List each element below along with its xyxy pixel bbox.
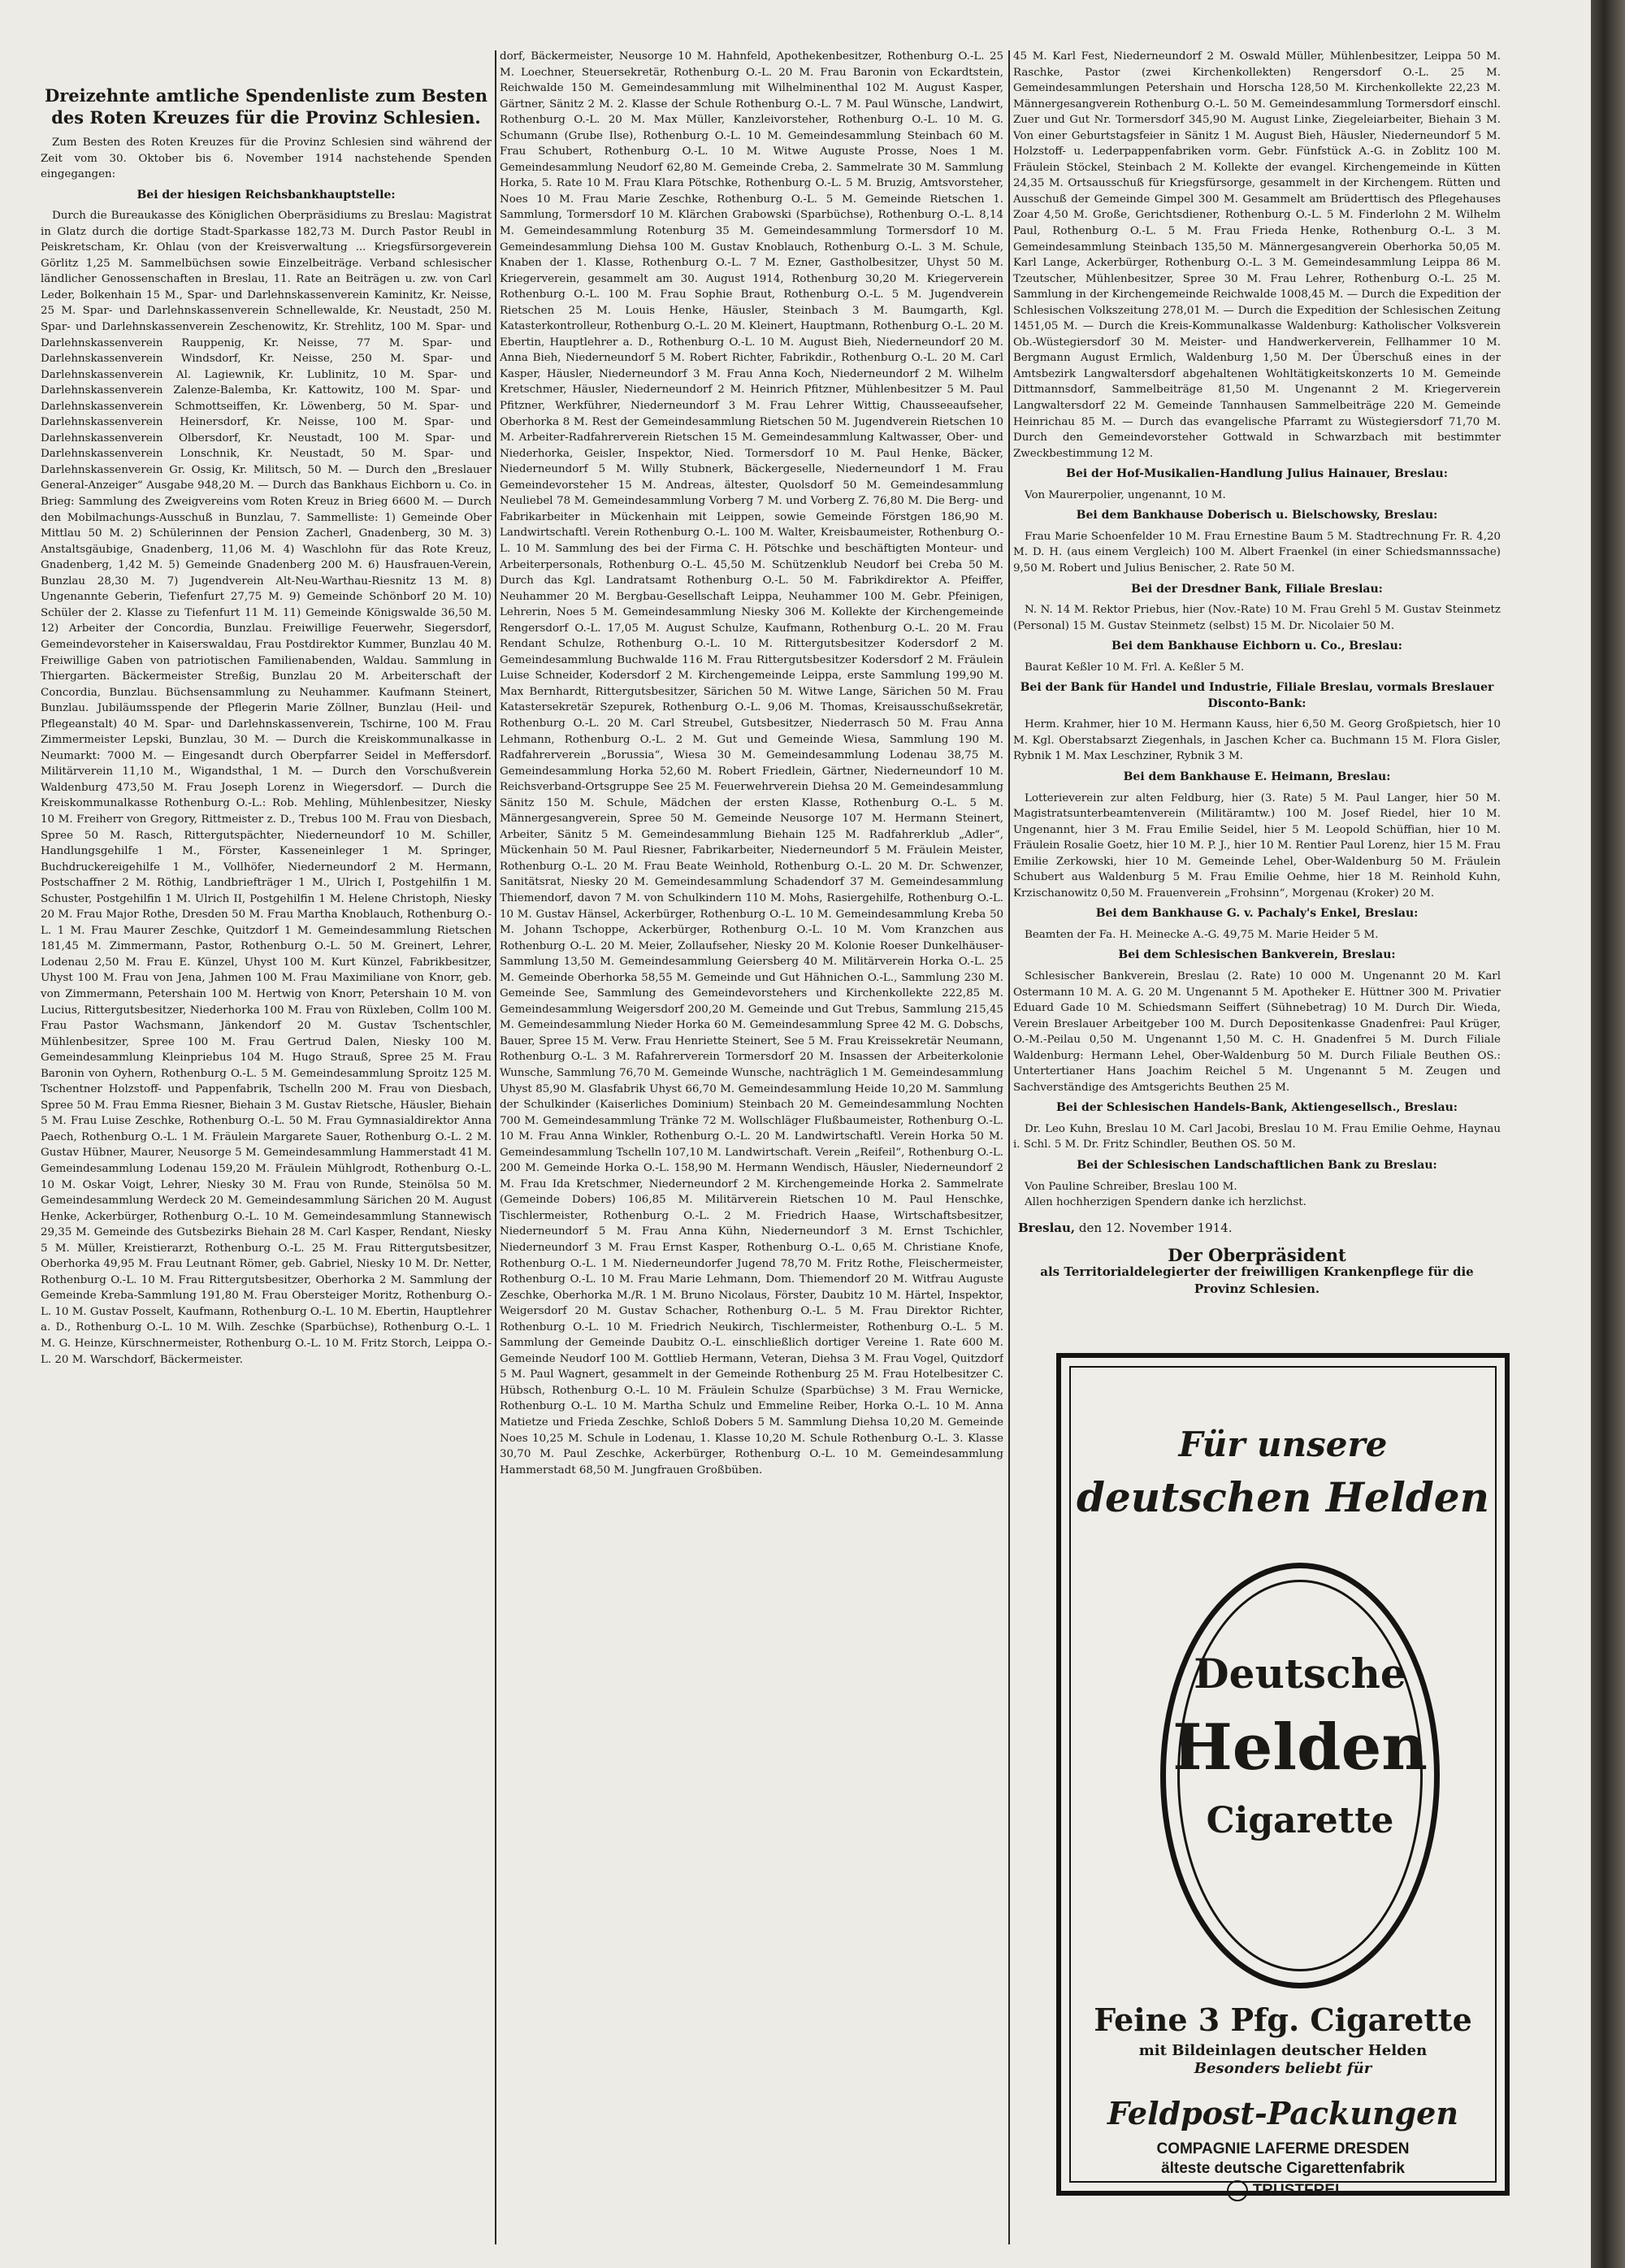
ad-brand-word2: Helden — [1172, 1711, 1428, 1784]
bank-donations: Frau Marie Schoenfelder 10 M. Frau Ernestine Baum 5 M. Stadtrechnung Fr. R. 4,20 M. D. H. (aus einem Vergleich) 100 M. Albert Fraenkel (in einer Schiedsmannssache) 9,50 M. Robert und Julius Benischer, 2. Rate 50 M. — [1013, 530, 1501, 575]
reichsbank-heading: Bei der hiesigen Reichsbankhauptstelle: — [136, 188, 396, 202]
ad-trustfrei — [1071, 2180, 1495, 2201]
official-title: Der Oberpräsident — [1168, 1245, 1346, 1266]
dateline-place: Breslau, — [1018, 1220, 1076, 1235]
bank-donations: Beamten der Fa. H. Meinecke A.-G. 49,75 M. Marie Heider 5 M. — [1025, 928, 1379, 941]
ad-small-line2: Besonders beliebt für — [1194, 2060, 1372, 2077]
donation-body-3: 45 M. Karl Fest, Niederneundorf 2 M. Oswald Müller, Mühlenbesitzer, Leippa 50 M. Raschke, Pastor (zwei Kirchenkollekten) Rengersdorf O.-L. 25 M. Gemeindesammlungen Petershain und Horscha 128,50 M. Kirchenkollekte 22,23 M. Männergesangverein Rothenburg O.-L. 50 M. Gemeindesammlung Tormersdorf einschl. Zuer und Gut Nr. Tormersdorf 345,90 M. August Linke, Ziegeleiarbeiter, Biehain 3 M. Von einer Geburtstagsfeier in Sänitz 1 M. August Bieh, Häusler, Niederneundorf 5 M. Holzstoff- u. Lederpappenfabriken vorm. Gebr. Fünfstück A.-G. in Zoblitz 100 M. Fräulein Stöckel, Steinbach 2 M. Kollekte der evangel. Kirchengemeinde in Kütten 24,35 M. Ortsausschuß für Kriegsfürsorge, gesammelt in der Kirchengem. Rütten und Ausschuß der Gemeinde Gimpel 300 M. Gesammelt am Brüderttisch des Pflegehauses Zoar 4,50 M. Große, Gerichtsdiener, Rothenburg O.-L. 5 M. Finderlohn 2 M. Wilhelm Paul, Rothenburg O.-L. 5 M. Frau Frieda Henke, Rothenburg O.-L. 3 M. Gemeindesammlung Steinbach 135,50 M. Männergesangverein Oberhorka 50,05 M. Karl Lange, Ackerbürger, Rothenburg O.-L. 3 M. Gemeindesammlung Leippa 86 M. Tzeutscher, Mühlenbesitzer, Spree 30 M. Frau Lehrer, Rothenburg O.-L. 25 M. Sammlung in der Kirchengemeinde Reichwalde 1008,45 M. — Durch die Expedition der Schlesischen Volkszeitung 278,01 M. — Durch die Expedition der Schlesischen Zeitung 1451,05 M. — Durch die Kreis-Kommunalkasse Waldenburg: Katholischer Volksverein Ob.-Wüstegiersdorf 30 M. Meister- und Handwerkerverein, Fellhammer 10 M. Bergmann August Ermlich, Waldenburg 1,50 M. Der Überschuß eines in der Amtsbezirk Langwaltersdorf abgehaltenen Wohltätigkeitskonzerts 10 M. Gemeinde Dittmannsdorf, Sammelbeiträge 81,50 M. Ungenannt 2 M. Kriegerverein Langwaltersdorf 22 M. Gemeinde Tannhausen Sammelbeiträge 220 M. Gemeinde Heinrichau 85 M. — Durch das evangelische Pfarramt zu Wüstegiersdorf 71,70 M. Durch den Gemeindevorsteher Gottwald in Schwarzbach mit bestimmter Zweckbestimmung 12 M. — [1013, 50, 1501, 460]
ad-brand-oval — [1160, 1563, 1440, 1988]
bank-heading: Bei der Hof-Musikalien-Handlung Julius Hainauer, Breslau: — [1066, 467, 1448, 481]
bank-heading: Bei dem Bankhause G. v. Pachaly's Enkel, Breslau: — [1095, 907, 1419, 921]
bank-donations: Baurat Keßler 10 M. Frl. A. Keßler 5 M. — [1025, 661, 1245, 674]
ad-inner-frame — [1069, 1366, 1497, 2200]
trust-seal-icon — [1227, 2180, 1248, 2201]
ad-company-line1: COMPAGNIE LAFERME DRESDEN — [1156, 2140, 1410, 2157]
official-subtitle: als Territorialdelegierter der freiwilligen Krankenpflege für die Provinz Schlesien. — [1040, 1264, 1474, 1296]
bank-heading: Bei der Schlesischen Handels-Bank, Aktiengesellsch., Breslau: — [1056, 1101, 1458, 1115]
donation-list-headline: Dreizehnte amtliche Spendenliste zum Besten des Roten Kreuzes für die Provinz Schlesien. — [45, 85, 488, 128]
donation-body-1: Durch die Bureaukasse des Königlichen Oberpräsidiums zu Breslau: Magistrat in Glatz durch die dortige Stadt-Sparkasse 182,73 M. Durch Pastor Reubl in Peiskretscham, Kr. Ohlau (von der Kreisverwaltung ... Kriegsfürsorgeverein Görlitz 1,25 M. Sammelbüchsen sowie Einzelbeiträge. Verband schlesischer ländlicher Genossenschaften in Breslau, 11. Rate an Beiträgen u. zw. von Carl Leder, Bolkenhain 15 M., Spar- und Darlehnskassenverein Kaminitz, Kr. Neisse, 25 M. Spar- und Darlehnskassenverein Schnellewalde, Kr. Neustadt, 250 M. Spar- und Darlehnskassenverein Zeschenowitz, Kr. Strehlitz, 100 M. Spar- und Darlehnskassenverein Rauppenig, Kr. Neisse, 77 M. Spar- und Darlehnskassenverein Windsdorf, Kr. Neisse, 250 M. Spar- und Darlehnskassenverein Al. Lagiewnik, Kr. Lublinitz, 10 M. Spar- und Darlehnskassenverein Zalenze-Balemba, Kr. Kattowitz, 100 M. Spar- und Darlehnskassenverein Schmottseiffen, Kr. Löwenberg, 50 M. Spar- und Darlehnskassenverein Heinersdorf, Kr. Neisse, 100 M. Spar- und Darlehnskassenverein Olbersdorf, Kr. Neustadt, 100 M. Spar- und Darlehnskassenverein Lonschnik, Kr. Neustadt, 50 M. Spar- und Darlehnskassenverein Gr. Ossig, Kr. Militsch, 50 M. — Durch den „Breslauer General-Anzeiger“ Ausgabe 948,20 M. — Durch das Bankhaus Eichborn u. Co. in Brieg: Sammlung des Zweigvereins vom Roten Kreuz in Brieg 6600 M. — Durch den Mobilmachungs-Ausschuß in Bunzlau, 7. Sammelliste: 1) Gemeinde Ober Mittlau 50 M. 2) Schülerinnen der Pension Zacherl, Gnadenberg, 30 M. 3) Anstaltsgäubige, Gnadenberg, 11,06 M. 4) Waschlohn für das Rote Kreuz, Gnadenberg, 1,42 M. 5) Gemeinde Gnadenberg 200 M. 6) Hausfrauen-Verein, Bunzlau 28,30 M. 7) Jugendverein Alt-Neu-Warthau-Riesnitz 13 M. 8) Ungenannte Geberin, Tiefenfurt 27,75 M. 9) Gemeinde Schönborf 20 M. 10) Schüler der 2. Klasse zu Tiefenfurt 11 M. 11) Gemeinde Königswalde 36,50 M. 12) Arbeiter der Concordia, Bunzlau. Freiwillige Feuerwehr, Siegersdorf, Gemeindevorsteher in Kaiserswaldau, Frau Postdirektor Kummer, Bunzlau 40 M. Freiwillige Gaben von patriotischen Familienabenden, Waldau. Sammlung in Thiergarten. Bäckermeister Streßig, Bunzlau 20 M. Arbeiterschaft der Concordia, Bunzlau. Büchsensammlung zu Neuhammer. Kaufmann Steinert, Bunzlau. Jubiläumsspende der Pflegerin Marie Zöllner, Bunzlau (Heil- und Pflegeanstalt) 40 M. Spar- und Darlehnskassenverein, Tschirne, 100 M. Frau Zimmermeister Lepski, Bunzlau, 30 M. — Durch die Kreiskommunalkasse in Neumarkt: 7000 M. — Eingesandt durch Oberpfarrer Seidel in Meffersdorf. Militärverein 11,10 M., Wigandsthal, 1 M. — Durch den Vorschußverein Waldenburg 473,50 M. Frau Joseph Lorenz in Wiegersdorf. — Durch die Kreiskommunalkasse Rothenburg O.-L.: Rob. Mehling, Mühlenbesitzer, Niesky 10 M. Freiherr von Gregory, Rittmeister z. D., Trebus 100 M. Frau von Diesbach, Spree 50 M. Rasch, Rittergutspächter, Niederneundorf 10 M. Schiller, Handlungsgehilfe 1 M., Förster, Kasseneinleger 1 M. Springer, Buchdruckereigehilfe 1 M., Vollhöfer, Niederneundorf 2 M. Hermann, Postschaffner 2 M. Röthig, Landbriefträger 1 M., Ulrich I, Postgehilfin 1 M. Schuster, Postgehilfin 1 M. Ulrich II, Postgehilfin 1 M. Helene Christoph, Niesky 20 M. Frau Major Rothe, Dresden 50 M. Frau Martha Knoblauch, Rothenburg O.-L. 1 M. Frau Maurer Zeschke, Quitzdorf 1 M. Gemeindesammlung Rietschen 181,45 M. Zimmermann, Pastor, Rothenburg O.-L. 50 M. Greinert, Lehrer, Lodenau 2,50 M. Frau E. Künzel, Uhyst 100 M. Kurt Künzel, Fabrikbesitzer, Uhyst 100 M. Frau von Jena, Jahmen 100 M. Frau Maximiliane von Knorr, geb. von Zimmermann, Petershain 100 M. Hertwig von Knorr, Petershain 10 M. von Lucius, Rittergutsbesitzer, Niederhorka 100 M. Frau von Rüxleben, Collm 100 M. Frau Pastor Wachsmann, Jänkendorf 20 M. Gustav Tschentschler, Mühlenbesitzer, Spree 100 M. Frau Gertrud Dalen, Niesky 100 M. Gemeindesammlung Kleinpriebus 104 M. Hugo Strauß, Spree 25 M. Frau Baronin von Oyhern, Rothenburg O.-L. 5 M. Gemeindesammlung Sproitz 125 M. Tschentner Holzstoff- und Pappenfabrik, Tschelln 200 M. Frau von Diesbach, Spree 50 M. Frau Emma Riesner, Biehain 3 M. Gustav Rietsche, Häusler, Biehain 5 M. Frau Luise Zeschke, Rothenburg O.-L. 50 M. Frau Gymnasialdirektor Anna Paech, Rothenburg O.-L. 1 M. Fräulein Margarete Sauer, Rothenburg O.-L. 2 M. Gustav Hübner, Maurer, Neusorge 5 M. Gemeindesammlung Hammerstadt 41 M. Gemeindesammlung Lodenau 159,20 M. Fräulein Mühlgrodt, Rothenburg O.-L. 10 M. Oskar Voigt, Lehrer, Niesky 30 M. Frau von Runde, Steinölsa 50 M. Gemeindesammlung Werdeck 20 M. Gemeindesammlung Särichen 20 M. August Henke, Ackerbürger, Rothenburg O.-L. 10 M. Gemeindesammlung Stannewisch 29,35 M. Gemeinde des Gutsbezirks Biehain 28 M. Carl Kasper, Rendant, Niesky 5 M. Müller, Kreistierarzt, Rothenburg O.-L. 25 M. Frau Rittergutsbesitzer, Oberhorka 49,95 M. Frau Leutnant Römer, geb. Gabriel, Niesky 10 M. Dr. Netter, Rothenburg O.-L. 10 M. Frau Rittergutsbesitzer, Oberhorka 2 M. Sammlung der Gemeinde Kreba-Sammlung 191,80 M. Frau Obersteiger Moritz, Rothenburg O.-L. 10 M. Gustav Posselt, Kaufmann, Rothenburg O.-L. 10 M. Ebertin, Hauptlehrer a. D., Rothenburg O.-L. 10 M. Wilh. Zeschke (Sparbüchse), Rothenburg O.-L. 1 M. G. Heinze, Kürschnermeister, Rothenburg O.-L. 10 M. Fritz Storch, Leippa O.-L. 20 M. Warschdorf, Bäckermeister. — [41, 210, 492, 1366]
bank-donations: Schlesischer Bankverein, Breslau (2. Rate) 10 000 M. Ungenannt 20 M. Karl Ostermann 10 M. A. G. 20 M. Ungenannt 5 M. Apotheker E. Hüttner 300 M. Privatier Eduard Gade 10 M. Schiedsmann Seiffert (Sühnebetrag) 10 M. Durch Dir. Wieda, Verein Breslauer Arbeitgeber 100 M. Durch Depositenkasse Gnadenfrei: Paul Krüger, O.-M.-Peilau 0,50 M. Ungenannt 1,50 M. C. H. Gnadenfrei 5 M. Durch Filiale Waldenburg: Hermann Lehel, Ober-Waldenburg 50 M. Durch Filiale Beuthen OS.: Untertertianer Hans Joachim Reichel 5 M. Ungenannt 5 M. Zeugen und Sachverständige des Amtsgerichts Beuthen 25 M. — [1013, 969, 1501, 1094]
column-2 — [500, 49, 1003, 2247]
bank-donations: Lotterieverein zur alten Feldburg, hier (3. Rate) 5 M. Paul Langer, hier 50 M. Magistratsunterbeamtenverein (Militäramtw.) 100 M. Josef Riedel, hier 10 M. Ungenannt, hier 3 M. Frau Emilie Seidel, hier 5 M. Leopold Schüffian, hier 10 M. Fräulein Rosalie Goetz, hier 10 M. P. J., hier 10 M. Rentier Paul Lorenz, hier 15 M. Frau Emilie Zerkowski, hier 10 M. Gemeinde Lehel, Ober-Waldenburg 50 M. Fräulein Schubert aus Waldenburg 5 M. Frau Emilie Oehme, hier 18 M. Reinhold Kuhn, Krzischanowitz 0,50 M. Frauenverein „Frohsinn“, Morgenau (Kroker) 20 M. — [1013, 791, 1501, 900]
ad-company — [1071, 2140, 1495, 2179]
ad-heading-line2: deutschen Helden — [1077, 1473, 1489, 1521]
thanks-line: Allen hochherzigen Spendern danke ich herzlichst. — [1025, 1196, 1306, 1209]
bank-heading: Bei dem Bankhause Doberisch u. Bielschowsky, Breslau: — [1076, 509, 1438, 523]
column-rule — [495, 50, 496, 2244]
donation-body-2: dorf, Bäckermeister, Neusorge 10 M. Hahnfeld, Apothekenbesitzer, Rothenburg O.-L. 25 M. Loechner, Steuersekretär, Rothenburg O.-L. 20 M. Frau Baronin von Eckardtstein, Reichwalde 150 M. Gemeindesammlung mit Wilhelminenthal 102 M. August Kasper, Gärtner, Sänitz 2 M. 2. Klasse der Schule Rothenburg O.-L. 7 M. Paul Wünsche, Landwirt, Rothenburg O.-L. 20 M. Max Müller, Kanzleivorsteher, Rothenburg O.-L. 10 M. G. Schumann (Grube Ilse), Rothenburg O.-L. 10 M. Gemeindesammlung Steinbach 60 M. Frau Schubert, Rothenburg O.-L. 10 M. Witwe Auguste Prosse, Noes 1 M. Gemeindesammlung Neudorf 62,80 M. Gemeinde Creba, 2. Sammelrate 30 M. Sammlung Horka, 5. Rate 10 M. Frau Klara Pötschke, Rothenburg O.-L. 5 M. Bruzig, Amtsvorsteher, Noes 10 M. Frau Marie Zeschke, Rothenburg O.-L. 5 M. Gemeinde Rietschen 1. Sammlung, Tormersdorf 10 M. Klärchen Grabowski (Sparbüchse), Rothenburg O.-L. 8,14 M. Gemeindesammlung Rotenburg 35 M. Gemeindesammlung Tormersdorf 10 M. Gemeindesammlung Diehsa 100 M. Gustav Knoblauch, Rothenburg O.-L. 3 M. Schule, Knaben der 1. Klasse, Rothenburg O.-L. 7 M. Ezner, Gastholbesitzer, Uhyst 50 M. Kriegerverein, gesammelt am 30. August 1914, Rothenburg 30,20 M. Kriegerverein Rothenburg O.-L. 100 M. Frau Sophie Braut, Rothenburg O.-L. 5 M. Jugendverein Rietschen 25 M. Louis Henke, Häusler, Steinbach 3 M. Baumgarth, Kgl. Katasterkontrolleur, Rothenburg O.-L. 20 M. Kleinert, Hauptmann, Rothenburg O.-L. 20 M. Ebertin, Hauptlehrer a. D., Rothenburg O.-L. 10 M. August Bieh, Niederneundorf 20 M. Anna Bieh, Niederneundorf 5 M. Robert Richter, Fabrikdir., Rothenburg O.-L. 20 M. Carl Kasper, Häusler, Niederneundorf 3 M. Frau Anna Koch, Niederneundorf 2 M. Wilhelm Kretschmer, Häusler, Niederneundorf 2 M. Heinrich Pfitzner, Mühlenbesitzer 5 M. Paul Pfitzner, Werkführer, Niederneundorf 3 M. Frau Lehrer Wittig, Chausseeaufseher, Oberhorka 8 M. Rest der Gemeindesammlung Rietschen 50 M. Jugendverein Rietschen 10 M. Arbeiter-Radfahrerverein Rietschen 15 M. Gemeindesammlung Kaltwasser, Ober- und Niederhorka, Geisler, Inspektor, Nied. Tormersdorf 10 M. Paul Henke, Bäcker, Niederneundorf 5 M. Willy Stubnerk, Bäckergeselle, Niederneundorf 1 M. Frau Gemeindevorsteher 15 M. Andreas, ältester, Quolsdorf 50 M. Gemeindesammlung Neuliebel 78 M. Gemeindesammlung Vorberg 7 M. und Vorberg Z. 76,80 M. Die Berg- und Fabrikarbeiter in Mückenhain mit Leippen, sowie Gemeinde Förstgen 186,90 M. Landwirtschaftl. Verein Rothenburg O.-L. 100 M. Walter, Kreisbaumeister, Rothenburg O.-L. 10 M. Sammlung des bei der Firma C. H. Pötschke und beschäftigten Monteur- und Arbeiterpersonals, Rothenburg O.-L. 45,50 M. Schützenklub Neudorf bei Creba 50 M. Durch das Kgl. Landratsamt Rothenburg O.-L. 50 M. Fabrikdirektor A. Pfeiffer, Neuhammer 20 M. Bergbau-Gesellschaft Leippa, Neuhammer 100 M. Gebr. Pfeinigen, Lehrerin, Noes 5 M. Gemeindesammlung Niesky 306 M. Kollekte der Kirchengemeinde Rengersdorf O.-L. 17,05 M. August Schulze, Kaufmann, Rothenburg O.-L. 20 M. Frau Rendant Schulze, Rothenburg O.-L. 10 M. Rittergutsbesitzer Kodersdorf 2 M. Gemeindesammlung Buchwalde 116 M. Frau Rittergutsbesitzer Kodersdorf 2 M. Fräulein Luise Schneider, Kodersdorf 2 M. Kirchengemeinde Leippa, erste Sammlung 199,90 M. Max Bernhardt, Rittergutsbesitzer, Särichen 50 M. Witwe Lange, Särichen 50 M. Frau Katastersekretär Szepurek, Rothenburg O.-L. 9,06 M. Thomas, Kreisausschußsekretär, Rothenburg O.-L. 20 M. Carl Streubel, Gutsbesitzer, Niederrasch 50 M. Frau Anna Lehmann, Rothenburg O.-L. 2 M. Gut und Gemeinde Wiesa, Sammlung 190 M. Radfahrerverein „Borussia“, Wiesa 30 M. Gemeindesammlung Lodenau 38,75 M. Gemeindesammlung Horka 52,60 M. Robert Friedlein, Gärtner, Niederneundorf 10 M. Reichsverband-Ortsgruppe See 25 M. Feuerwehrverein Diehsa 20 M. Gemeindesammlung Sänitz 150 M. Schule, Mädchen der ersten Klasse, Rothenburg O.-L. 5 M. Männergesangverein, Spree 50 M. Gemeinde Neusorge 107 M. Hermann Steinert, Arbeiter, Sänitz 5 M. Gemeindesammlung Biehain 125 M. Radfahrerklub „Adler“, Mückenhain 50 M. Paul Riesner, Fabrikarbeiter, Niederneundorf 5 M. Fräulein Meister, Rothenburg O.-L. 20 M. Frau Beate Weinhold, Rothenburg O.-L. 20 M. Dr. Schwenzer, Sanitätsrat, Niesky 20 M. Gemeindesammlung Schadendorf 37 M. Gemeindesammlung Thiemendorf, davon 7 M. von Schulkindern 110 M. Mohs, Rasiergehilfe, Rothenburg O.-L. 10 M. Gustav Hänsel, Ackerbürger, Rothenburg O.-L. 10 M. Gemeindesammlung Kreba 50 M. Johann Tschoppe, Ackerbürger, Rothenburg O.-L. 10 M. Vom Kranzchen aus Rothenburg O.-L. 20 M. Meier, Zollaufseher, Niesky 20 M. Kolonie Roeser Dunkelhäuser-Sammlung 13,50 M. Gemeindesammlung Geiersberg 40 M. Militärverein Horka O.-L. 25 M. Gemeinde Oberhorka 58,55 M. Gemeinde und Gut Hähnichen O.-L., Sammlung 230 M. Gemeinde See, Sammlung des Gemeindevorstehers und Kirchenkollekte 222,85 M. Gemeindesammlung Weigersdorf 200,20 M. Gemeinde und Gut Trebus, Sammlung 215,45 M. Gemeindesammlung Nieder Horka 60 M. Gemeindesammlung Spree 42 M. G. Dobschs, Bauer, Spree 15 M. Verw. Frau Henriette Steinert, See 5 M. Frau Kreissekretär Neumann, Rothenburg O.-L. 3 M. Rafahrerverein Tormersdorf 20 M. Insassen der Arbeiterkolonie Wunsche, Sammlung 76,70 M. Gemeinde Wunsche, nachträglich 1 M. Gemeindesammlung Uhyst 85,90 M. Glasfabrik Uhyst 66,70 M. Gemeindesammlung Heide 10,20 M. Sammlung der Schulkinder (Kaiserliches Dominium) Steinbach 20 M. Gemeindesammlung Nochten 700 M. Gemeindesammlung Tränke 72 M. Wollschläger Flußbaumeister, Rothenburg O.-L. 10 M. Frau Anna Winkler, Rothenburg O.-L. 20 M. Landwirtschaftl. Verein Horka 50 M. Gemeindesammlung Tschelln 107,10 M. Landwirtschaft. Verein „Reifeil“, Rothenburg O.-L. 200 M. Gemeinde Horka O.-L. 158,90 M. Hermann Wendisch, Häusler, Niederneundorf 2 M. Frau Ida Kretschmer, Niederneundorf 2 M. Kirchengemeinde Horka 2. Sammelrate (Gemeinde Dobers) 106,85 M. Militärverein Rietschen 10 M. Paul Henschke, Tischlermeister, Rothenburg O.-L. 2 M. Friedrich Haase, Wirtschaftsbesitzer, Niederneundorf 5 M. Frau Anna Kühn, Niederneundorf 3 M. Ernst Tschichler, Niederneundorf 3 M. Frau Ernst Kasper, Rothenburg O.-L. 0,65 M. Christiane Knofe, Rothenburg O.-L. 1 M. Niederneundorfer Jugend 78,70 M. Fritz Rothe, Fleischermeister, Rothenburg O.-L. 10 M. Frau Marie Lehmann, Dom. Thiemendorf 20 M. Witfrau Auguste Zeschke, Oberhorka M./R. 1 M. Bruno Nicolaus, Förster, Daubitz 10 M. Härtel, Inspektor, Weigersdorf 20 M. Gustav Schacher, Rothenburg O.-L. 5 M. Frau Direktor Richter, Rothenburg O.-L. 10 M. Friedrich Neukirch, Tischlermeister, Rothenburg O.-L. 5 M. Sammlung der Gemeinde Daubitz O.-L. einschließlich dortiger Vereine 1. Rate 600 M. Gemeinde Neudorf 100 M. Gottlieb Hermann, Veteran, Diehsa 3 M. Frau Vogel, Quitzdorf 5 M. Paul Wagnert, gesammelt in der Gemeinde Rothenburg 25 M. Frau Hotelbesitzer C. Hübsch, Rothenburg O.-L. 10 M. Fräulein Schulze (Sparbüchse) 3 M. Frau Wernicke, Rothenburg O.-L. 10 M. Martha Schulz und Emmeline Reiber, Horka O.-L. 10 M. Anna Matietze und Frieda Zeschke, Schloß Dobers 5 M. Sammlung Diehsa 10,20 M. Gemeinde Noes 10,25 M. Schule in Lodenau, 1. Klasse 10,20 M. Schule Rothenburg O.-L. 3. Klasse 30,70 M. Paul Zeschke, Ackerbürger, Rothenburg O.-L. 10 M. Gemeindesammlung Hammerstadt 68,50 M. Jungfrauen Großbüben. — [500, 50, 1003, 1477]
ad-heading-line1: Für unsere — [1178, 1425, 1388, 1464]
ad-company-line2: älteste deutsche Cigarettenfabrik — [1161, 2160, 1405, 2177]
column-1 — [41, 49, 492, 2247]
bank-donations: Herm. Krahmer, hier 10 M. Hermann Kauss, hier 6,50 M. Georg Großpietsch, hier 10 M. Kgl. Oberstabsarzt Ziegenhals, in Jaschen Kcher ca. Buchmann 15 M. Flora Gisler, Rybnik 1 M. Max Leschziner, Rybnik 3 M. — [1013, 718, 1501, 763]
ad-small-text — [1071, 2042, 1495, 2078]
bank-donations: Von Maurerpolier, ungenannt, 10 M. — [1025, 488, 1226, 501]
ad-price-line: Feine 3 Pfg. Cigarette — [1094, 2001, 1472, 2038]
column-rule — [1008, 50, 1010, 2244]
bank-heading: Bei der Dresdner Bank, Filiale Breslau: — [1131, 582, 1383, 596]
bank-heading: Bei dem Schlesischen Bankverein, Breslau: — [1118, 948, 1396, 962]
ad-brand-word3: Cigarette — [1206, 1800, 1394, 1841]
cigarette-advertisement — [1056, 1353, 1510, 2200]
bank-heading: Bei dem Bankhause Eichborn u. Co., Breslau: — [1112, 640, 1402, 653]
dateline — [1018, 1221, 1501, 1237]
bank-donations: Dr. Leo Kuhn, Breslau 10 M. Carl Jacobi, Breslau 10 M. Frau Emilie Oehme, Haynau i. Schl. 5 M. Dr. Fritz Schindler, Beuthen OS. 50 M. — [1013, 1122, 1501, 1151]
bank-donations: Von Pauline Schreiber, Breslau 100 M. — [1025, 1180, 1237, 1193]
bank-donations: N. N. 14 M. Rektor Priebus, hier (Nov.-Rate) 10 M. Frau Grehl 5 M. Gustav Steinmetz (Personal) 15 M. Gustav Steinmetz (selbst) 15 M. Dr. Nicolaier 50 M. — [1013, 604, 1501, 632]
page-edge — [1591, 0, 1625, 2268]
bank-heading: Bei der Schlesischen Landschaftlichen Bank zu Breslau: — [1077, 1159, 1437, 1172]
bank-heading: Bei dem Bankhause E. Heimann, Breslau: — [1123, 770, 1391, 783]
dateline-date: den 12. November 1914. — [1078, 1220, 1233, 1235]
ad-small-line1: mit Bildeinlagen deutscher Helden — [1138, 2042, 1428, 2059]
ad-brand-word1: Deutsche — [1194, 1650, 1406, 1698]
ad-trust-label: TRUSTFREI — [1252, 2182, 1340, 2200]
bank-heading: Bei der Bank für Handel und Industrie, Filiale Breslau, vormals Breslauer Disconto-Bank: — [1020, 681, 1494, 710]
ad-feldpost: Feldpost-Packungen — [1107, 2095, 1458, 2131]
intro-paragraph: Zum Besten des Roten Kreuzes für die Provinz Schlesien sind während der Zeit vom 30. Oktober bis 6. November 1914 nachstehende Spenden eingegangen: — [41, 137, 492, 181]
